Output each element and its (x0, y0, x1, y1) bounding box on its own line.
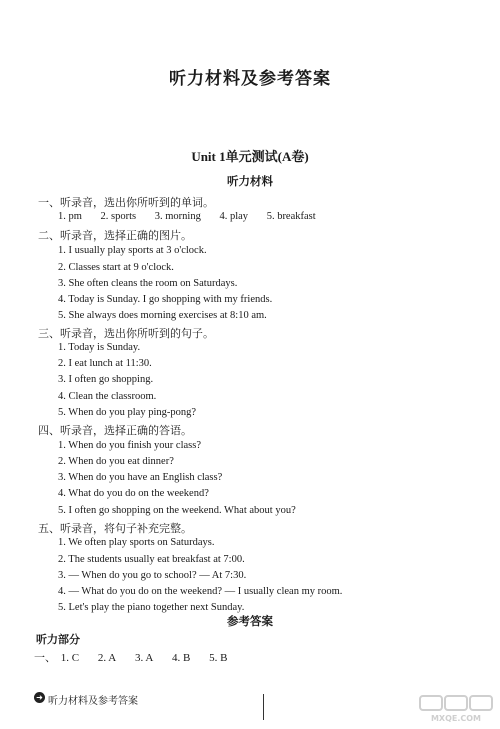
list-item: 5. Let's play the piano together next Sunday. (58, 602, 245, 613)
section-heading-4: 四、听录音，选择正确的答语。 (38, 425, 192, 437)
footer-title: 听力材料及参考答案 (48, 696, 138, 707)
answer-title: 参考答案 (227, 616, 273, 628)
list-item: 5. When do you play ping-pong? (58, 407, 197, 418)
list-item: 4. Today is Sunday. I go shopping with my friends. (58, 294, 273, 305)
list-item: 5. I often go shopping on the weekend. What about you? (58, 505, 296, 516)
list-item: 2. The students usually eat breakfast at 7:00. (58, 554, 245, 565)
answer-item: 4. B (172, 652, 191, 664)
answer-row (34, 649, 243, 665)
list-item: 5. She always does morning exercises at 8:10 am. (58, 310, 267, 321)
list-item: 2. When do you eat dinner? (58, 456, 174, 467)
word-item: 3. morning (154, 211, 201, 222)
listening-part-label: 听力部分 (36, 634, 80, 646)
arrow-right-icon: ➜ (34, 692, 45, 703)
section-heading-1: 一、听录音，选出你所听到的单词。 (38, 197, 214, 209)
list-item: 3. She often cleans the room on Saturdays. (58, 278, 238, 289)
listening-material-title: 听力材料 (227, 176, 273, 188)
list-item: 4. — What do you do on the weekend? — I usually clean my room. (58, 586, 343, 597)
watermark-logo-icon (418, 694, 494, 724)
list-item: 1. When do you finish your class? (58, 440, 201, 451)
word-item: 2. sports (100, 211, 137, 222)
answer-prefix: 一、 (34, 652, 56, 664)
answer-item: 1. C (60, 652, 80, 664)
section-heading-3: 三、听录音，选出你所听到的句子。 (38, 328, 214, 340)
page-title: 听力材料及参考答案 (169, 69, 331, 88)
page-divider (263, 694, 264, 720)
watermark-text: MXQE.COM (430, 714, 482, 723)
list-item: 1. We often play sports on Saturdays. (58, 537, 215, 548)
unit-title: Unit 1单元测试(A卷) (191, 149, 309, 164)
word-list (58, 211, 332, 222)
list-item: 2. I eat lunch at 11:30. (58, 358, 152, 369)
list-item: 4. Clean the classroom. (58, 391, 157, 402)
section-heading-5: 五、听录音，将句子补充完整。 (38, 523, 192, 535)
list-item: 1. I usually play sports at 3 o'clock. (58, 245, 207, 256)
list-item: 3. — When do you go to school? — At 7:30. (58, 570, 247, 581)
list-item: 1. Today is Sunday. (58, 342, 141, 353)
word-item: 4. play (219, 211, 249, 222)
word-item: 5. breakfast (266, 211, 316, 222)
list-item: 3. I often go shopping. (58, 374, 154, 385)
answer-item: 3. A (134, 652, 154, 664)
list-item: 4. What do you do on the weekend? (58, 488, 209, 499)
list-item: 2. Classes start at 9 o'clock. (58, 262, 174, 273)
section-heading-2: 二、听录音，选择正确的图片。 (38, 230, 192, 242)
answer-item: 2. A (97, 652, 117, 664)
answer-item: 5. B (209, 652, 228, 664)
word-item: 1. pm (58, 211, 82, 222)
list-item: 3. When do you have an English class? (58, 472, 223, 483)
